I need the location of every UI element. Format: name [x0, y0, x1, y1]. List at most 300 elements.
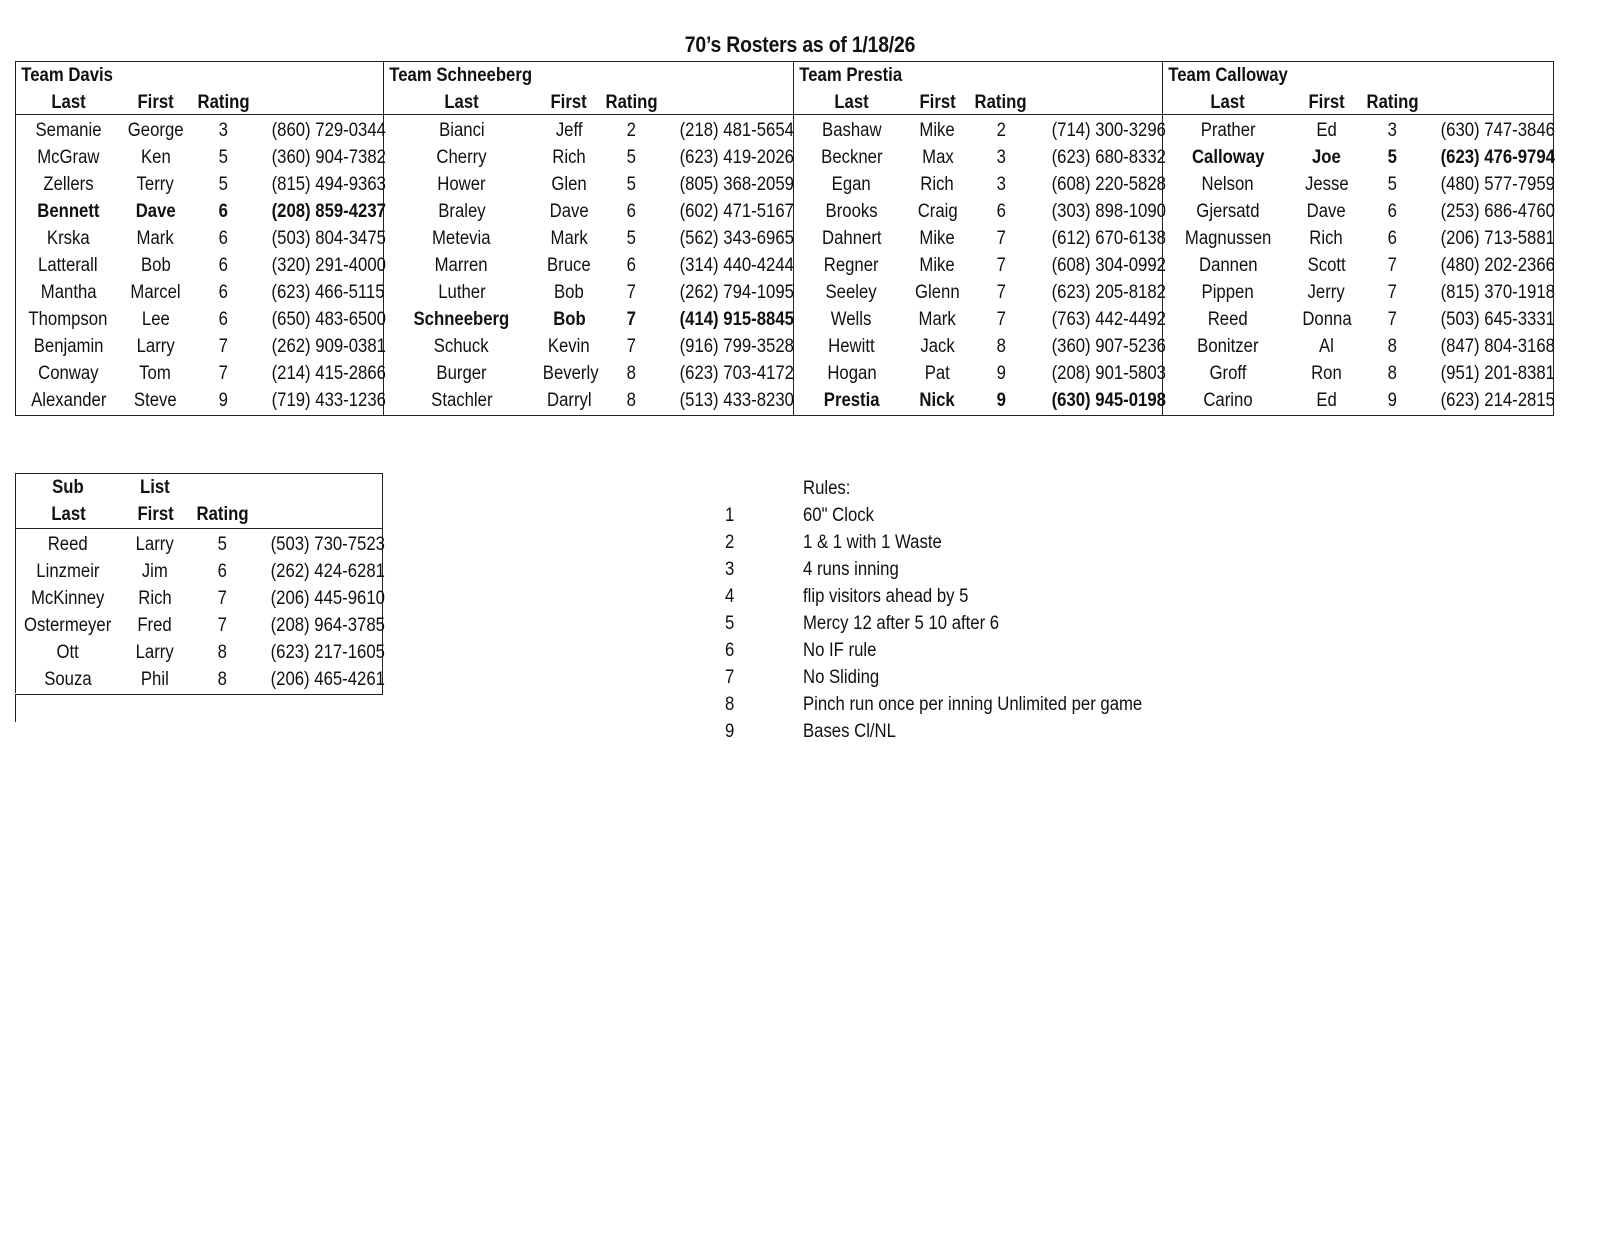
player-first-name: Jim	[141, 561, 168, 582]
player-rating: 9	[996, 390, 1006, 411]
player-row	[16, 333, 386, 360]
player-rating: 7	[1387, 309, 1398, 330]
column-header-rating: Rating	[196, 504, 249, 525]
rule-text: 1 & 1 with 1 Waste	[803, 532, 942, 553]
player-first-name: Jack	[920, 336, 955, 357]
player-phone: (714) 300-3296	[1051, 120, 1166, 141]
rule-item	[720, 583, 1189, 610]
player-phone: (513) 433-8230	[679, 390, 794, 411]
player-first-name: Lee	[141, 309, 170, 330]
player-row	[1163, 225, 1553, 252]
player-row	[794, 252, 1166, 279]
sub-header-row-top	[16, 474, 382, 501]
rule-text: Mercy 12 after 5 10 after 6	[803, 613, 1000, 634]
player-last-name: Reed	[48, 534, 89, 555]
player-rating: 8	[217, 669, 227, 690]
player-first-name: Rich	[552, 147, 586, 168]
player-first-name: Donna	[1301, 309, 1352, 330]
sub-list-box	[16, 474, 383, 695]
player-rating: 7	[218, 363, 228, 384]
player-last-name: Cherry	[436, 147, 487, 168]
player-row	[794, 333, 1166, 360]
player-row	[794, 171, 1166, 198]
player-phone: (602) 471-5167	[679, 201, 794, 222]
rule-number: 9	[725, 721, 735, 742]
player-row	[1163, 360, 1553, 387]
column-header-row	[16, 89, 383, 116]
player-rating: 6	[218, 309, 228, 330]
player-last-name: Bashaw	[821, 120, 882, 141]
player-last-name: Prather	[1200, 120, 1256, 141]
player-rating: 5	[626, 174, 637, 195]
player-row	[1163, 279, 1553, 306]
player-first-name: Al	[1319, 336, 1334, 357]
player-last-name: Souza	[44, 669, 92, 690]
player-first-name: Marcel	[130, 282, 181, 303]
player-phone: (206) 465-4261	[270, 669, 385, 690]
team-schneeberg	[384, 62, 794, 415]
player-row	[16, 117, 386, 144]
player-phone: (623) 466-5115	[271, 282, 385, 303]
player-last-name: Hewitt	[828, 336, 875, 357]
player-first-name: Mark	[918, 309, 957, 330]
player-phone: (623) 214-2815	[1440, 390, 1555, 411]
player-row	[794, 225, 1166, 252]
team-header	[794, 62, 1162, 115]
team-davis	[16, 62, 384, 415]
column-header-rating: Rating	[197, 92, 250, 113]
column-header-row	[794, 89, 1162, 116]
team-rows	[1163, 115, 1553, 415]
captain-row	[384, 306, 793, 333]
player-row	[384, 360, 793, 387]
player-last-name: Brooks	[825, 201, 878, 222]
player-row	[16, 252, 386, 279]
rule-number: 7	[725, 667, 735, 688]
player-row	[16, 306, 386, 333]
player-rating: 7	[217, 615, 227, 636]
player-first-name: Ed	[1316, 120, 1337, 141]
rules-list	[720, 475, 1189, 745]
player-first-name: Beverly	[542, 363, 599, 384]
player-rating: 3	[218, 120, 228, 141]
player-last-name: Regner	[824, 255, 879, 276]
sub-player-row	[16, 531, 385, 558]
player-row	[384, 225, 793, 252]
player-first-name: Rich	[1309, 228, 1344, 249]
player-last-name: Pippen	[1201, 282, 1255, 303]
player-rating: 5	[1387, 174, 1398, 195]
player-first-name: Craig	[917, 201, 958, 222]
sub-player-row	[16, 585, 385, 612]
rule-number: 1	[725, 505, 735, 526]
player-rating: 5	[626, 147, 637, 168]
player-rating: 6	[996, 201, 1006, 222]
sub-list-table	[15, 473, 383, 693]
player-last-name: Marren	[435, 255, 488, 276]
player-rating: 7	[1387, 255, 1398, 276]
player-phone: (360) 904-7382	[271, 147, 386, 168]
player-last-name: Wells	[831, 309, 872, 330]
player-rating: 8	[217, 642, 227, 663]
column-header-first: First	[919, 92, 956, 113]
player-first-name: Larry	[135, 534, 174, 555]
player-rating: 9	[218, 390, 228, 411]
player-row	[794, 117, 1166, 144]
player-last-name: Krska	[46, 228, 90, 249]
player-last-name: Thompson	[28, 309, 108, 330]
captain-row	[794, 387, 1166, 414]
captain-row	[1163, 144, 1553, 171]
player-phone: (916) 799-3528	[679, 336, 794, 357]
player-row	[1163, 198, 1553, 225]
player-phone: (612) 670-6138	[1051, 228, 1166, 249]
player-phone: (623) 419-2026	[679, 147, 794, 168]
player-first-name: Bob	[140, 255, 171, 276]
column-header-last: Last	[1210, 92, 1246, 113]
team-header	[384, 62, 793, 115]
rule-number: 6	[725, 640, 735, 661]
player-row	[384, 252, 793, 279]
sub-player-row	[16, 558, 385, 585]
player-first-name: Jeff	[555, 120, 583, 141]
column-header-row	[384, 89, 793, 116]
player-row	[16, 144, 386, 171]
player-rating: 6	[1387, 228, 1398, 249]
player-last-name: Calloway	[1191, 147, 1265, 168]
player-first-name: Mark	[550, 228, 588, 249]
player-first-name: Steve	[134, 390, 177, 411]
rule-text: Bases Cl/NL	[803, 721, 896, 742]
column-header-last: Last	[834, 92, 869, 113]
player-last-name: Reed	[1208, 309, 1248, 330]
player-rating: 6	[218, 201, 228, 222]
rule-item	[720, 610, 1189, 637]
team-prestia	[794, 62, 1166, 415]
player-phone: (314) 440-4244	[679, 255, 794, 276]
player-rating: 3	[1387, 120, 1398, 141]
player-phone: (206) 445-9610	[270, 588, 385, 609]
rule-text: Pinch run once per inning Unlimited per game	[803, 694, 1143, 715]
player-first-name: Mark	[136, 228, 174, 249]
player-first-name: Mike	[919, 120, 956, 141]
player-rating: 3	[996, 147, 1006, 168]
player-phone: (763) 442-4492	[1051, 309, 1166, 330]
player-rating: 6	[626, 255, 637, 276]
column-header-first: First	[550, 92, 588, 113]
player-first-name: Scott	[1307, 255, 1346, 276]
player-first-name: Ken	[140, 147, 171, 168]
player-phone: (630) 945-0198	[1051, 390, 1166, 411]
player-last-name: Hower	[437, 174, 486, 195]
rules-heading-row	[720, 475, 1189, 502]
player-row	[794, 198, 1166, 225]
player-last-name: Semanie	[35, 120, 102, 141]
player-row	[384, 117, 793, 144]
player-rating: 6	[626, 201, 637, 222]
column-header-last: Last	[51, 504, 86, 525]
player-phone: (303) 898-1090	[1051, 201, 1166, 222]
player-phone: (623) 703-4172	[679, 363, 794, 384]
player-last-name: Ott	[56, 642, 80, 663]
player-rating: 7	[996, 282, 1006, 303]
player-first-name: Terry	[136, 174, 174, 195]
player-first-name: Bob	[554, 282, 584, 303]
player-phone: (208) 859-4237	[271, 201, 386, 222]
player-rating: 5	[1387, 147, 1398, 168]
player-first-name: Rich	[920, 174, 955, 195]
player-phone: (503) 645-3331	[1440, 309, 1555, 330]
player-rating: 8	[1387, 336, 1398, 357]
player-last-name: McKinney	[31, 588, 105, 609]
rule-number: 2	[725, 532, 735, 553]
column-header-row	[1163, 89, 1553, 116]
player-row	[384, 333, 793, 360]
player-rating: 7	[218, 336, 228, 357]
sub-player-row	[16, 666, 385, 693]
player-last-name: Hogan	[826, 363, 877, 384]
player-row	[16, 279, 383, 306]
table-border	[15, 694, 16, 722]
rule-item	[720, 637, 1189, 664]
player-phone: (623) 217-1605	[270, 642, 385, 663]
rule-text: 60" Clock	[803, 505, 874, 526]
player-phone: (208) 901-5803	[1051, 363, 1166, 384]
column-header-first: First	[137, 92, 174, 113]
player-rating: 9	[996, 363, 1006, 384]
player-row	[794, 144, 1166, 171]
player-last-name: Alexander	[30, 390, 106, 411]
player-first-name: Rich	[138, 588, 172, 609]
player-row	[1163, 171, 1553, 198]
player-phone: (847) 804-3168	[1440, 336, 1555, 357]
player-phone: (253) 686-4760	[1440, 201, 1555, 222]
player-rating: 3	[996, 174, 1006, 195]
player-rating: 7	[996, 309, 1006, 330]
player-row	[384, 144, 793, 171]
player-first-name: Max	[921, 147, 954, 168]
player-phone: (623) 476-9794	[1440, 147, 1555, 168]
team-name: Team Prestia	[799, 65, 903, 86]
player-rating: 7	[996, 255, 1006, 276]
rule-item	[720, 502, 1189, 529]
player-first-name: Glenn	[915, 282, 960, 303]
player-last-name: Stachler	[430, 390, 493, 411]
player-phone: (414) 915-8845	[679, 309, 794, 330]
player-last-name: Dahnert	[821, 228, 882, 249]
player-first-name: Ed	[1316, 390, 1337, 411]
column-header-rating: Rating	[974, 92, 1028, 113]
player-phone: (562) 343-6965	[679, 228, 794, 249]
column-header-rating: Rating	[605, 92, 658, 113]
player-row	[16, 171, 386, 198]
player-last-name: Schuck	[434, 336, 489, 357]
rule-item	[720, 664, 1189, 691]
player-row	[1163, 252, 1553, 279]
player-rating: 7	[996, 228, 1006, 249]
player-phone: (360) 907-5236	[1051, 336, 1166, 357]
player-phone: (320) 291-4000	[271, 255, 386, 276]
rule-text: No IF rule	[803, 640, 877, 661]
team-rows	[16, 115, 386, 415]
player-first-name: Jerry	[1307, 282, 1346, 303]
player-last-name: Braley	[437, 201, 486, 222]
player-phone: (503) 804-3475	[271, 228, 386, 249]
player-row	[384, 198, 793, 225]
player-rating: 9	[1387, 390, 1398, 411]
player-phone: (503) 730-7523	[270, 534, 385, 555]
player-first-name: Mike	[919, 228, 956, 249]
player-first-name: Phil	[140, 669, 169, 690]
player-rating: 6	[1387, 201, 1398, 222]
player-first-name: Kevin	[548, 336, 590, 357]
column-header-last: Last	[51, 92, 86, 113]
player-rating: 2	[996, 120, 1006, 141]
player-rating: 6	[218, 228, 228, 249]
player-last-name: Gjersatd	[1196, 201, 1260, 222]
player-phone: (860) 729-0344	[271, 120, 386, 141]
player-row	[16, 387, 386, 414]
rule-text: flip visitors ahead by 5	[803, 586, 969, 607]
player-last-name: Metevia	[432, 228, 491, 249]
player-rating: 7	[626, 309, 637, 330]
sub-player-row	[16, 639, 385, 666]
player-phone: (623) 680-8332	[1051, 147, 1166, 168]
player-first-name: Bob	[552, 309, 586, 330]
player-rating: 5	[217, 534, 227, 555]
player-row	[1163, 306, 1553, 333]
player-row	[16, 225, 386, 252]
team-name: Team Schneeberg	[389, 65, 533, 86]
player-last-name: Prestia	[823, 390, 880, 411]
player-first-name: Glen	[551, 174, 587, 195]
sub-list-header	[16, 474, 382, 529]
player-phone: (805) 368-2059	[679, 174, 794, 195]
player-phone: (206) 713-5881	[1440, 228, 1555, 249]
player-last-name: Bianci	[438, 120, 485, 141]
column-header-first: First	[1308, 92, 1345, 113]
team-rows	[794, 115, 1166, 415]
player-phone: (719) 433-1236	[271, 390, 386, 411]
player-last-name: Magnussen	[1184, 228, 1272, 249]
player-first-name: Jesse	[1304, 174, 1349, 195]
captain-row	[16, 198, 386, 225]
player-phone: (208) 964-3785	[270, 615, 385, 636]
player-row	[384, 387, 793, 414]
player-rating: 8	[626, 390, 637, 411]
column-header-first: First	[137, 504, 174, 525]
player-first-name: Dave	[1306, 201, 1347, 222]
sub-header-row	[16, 501, 382, 528]
player-rating: 6	[218, 282, 228, 303]
player-last-name: Ostermeyer	[24, 615, 112, 636]
sub-header-label: Sub	[52, 477, 85, 498]
team-calloway	[1163, 62, 1553, 415]
player-row	[1163, 333, 1553, 360]
player-phone: (262) 424-6281	[270, 561, 385, 582]
player-rating: 8	[626, 363, 637, 384]
player-rating: 8	[1387, 363, 1398, 384]
rule-number: 8	[725, 694, 735, 715]
player-last-name: Groff	[1209, 363, 1247, 384]
player-row	[16, 360, 386, 387]
player-row	[1163, 117, 1553, 144]
player-last-name: Egan	[831, 174, 872, 195]
player-phone: (623) 205-8182	[1051, 282, 1166, 303]
player-first-name: Nick	[919, 390, 956, 411]
player-last-name: Latterall	[38, 255, 99, 276]
sub-list-rows	[16, 529, 385, 694]
player-last-name: Mantha	[40, 282, 97, 303]
player-rating: 7	[626, 336, 637, 357]
player-last-name: Carino	[1203, 390, 1253, 411]
rule-item	[720, 691, 1189, 718]
team-header	[1163, 62, 1553, 115]
player-first-name: Larry	[135, 642, 174, 663]
player-last-name: Seeley	[825, 282, 878, 303]
team-rows	[384, 115, 793, 415]
player-phone: (262) 909-0381	[271, 336, 386, 357]
list-header-label: List	[140, 477, 171, 498]
rule-item	[720, 718, 1189, 745]
player-last-name: Beckner	[820, 147, 883, 168]
roster-table	[15, 61, 1554, 416]
player-row	[384, 171, 793, 198]
player-phone: (262) 794-1095	[679, 282, 794, 303]
player-first-name: Fred	[137, 615, 173, 636]
player-last-name: McGraw	[37, 147, 100, 168]
rule-number: 3	[725, 559, 735, 580]
rule-item	[720, 529, 1189, 556]
team-header	[16, 62, 383, 115]
player-rating: 7	[626, 282, 637, 303]
player-last-name: Nelson	[1201, 174, 1255, 195]
player-phone: (480) 577-7959	[1440, 174, 1555, 195]
player-first-name: Tom	[139, 363, 172, 384]
player-rating: 5	[218, 174, 228, 195]
player-last-name: Conway	[38, 363, 99, 384]
player-phone: (218) 481-5654	[679, 120, 794, 141]
player-first-name: Dave	[135, 201, 176, 222]
player-rating: 2	[626, 120, 637, 141]
player-rating: 5	[218, 147, 228, 168]
player-first-name: George	[127, 120, 184, 141]
player-last-name: Linzmeir	[36, 561, 100, 582]
player-rating: 7	[1387, 282, 1398, 303]
player-row	[1163, 387, 1553, 414]
player-last-name: Schneeberg	[413, 309, 510, 330]
team-name: Team Calloway	[1168, 65, 1288, 86]
player-first-name: Dave	[549, 201, 589, 222]
player-first-name: Mike	[919, 255, 956, 276]
player-first-name: Darryl	[546, 390, 592, 411]
player-rating: 8	[996, 336, 1006, 357]
rule-text: No Sliding	[803, 667, 880, 688]
player-last-name: Burger	[436, 363, 487, 384]
player-first-name: Joe	[1312, 147, 1341, 168]
player-first-name: Pat	[924, 363, 951, 384]
player-rating: 5	[626, 228, 637, 249]
player-phone: (608) 220-5828	[1051, 174, 1166, 195]
column-header-last: Last	[444, 92, 479, 113]
player-phone: (608) 304-0992	[1051, 255, 1166, 276]
rules-heading: Rules:	[803, 478, 851, 499]
page-title: 70’s Rosters as of 1/18/26	[684, 32, 916, 57]
player-last-name: Dannen	[1198, 255, 1258, 276]
player-last-name: Bonitzer	[1197, 336, 1259, 357]
player-last-name: Bennett	[37, 201, 100, 222]
sub-player-row	[16, 612, 385, 639]
